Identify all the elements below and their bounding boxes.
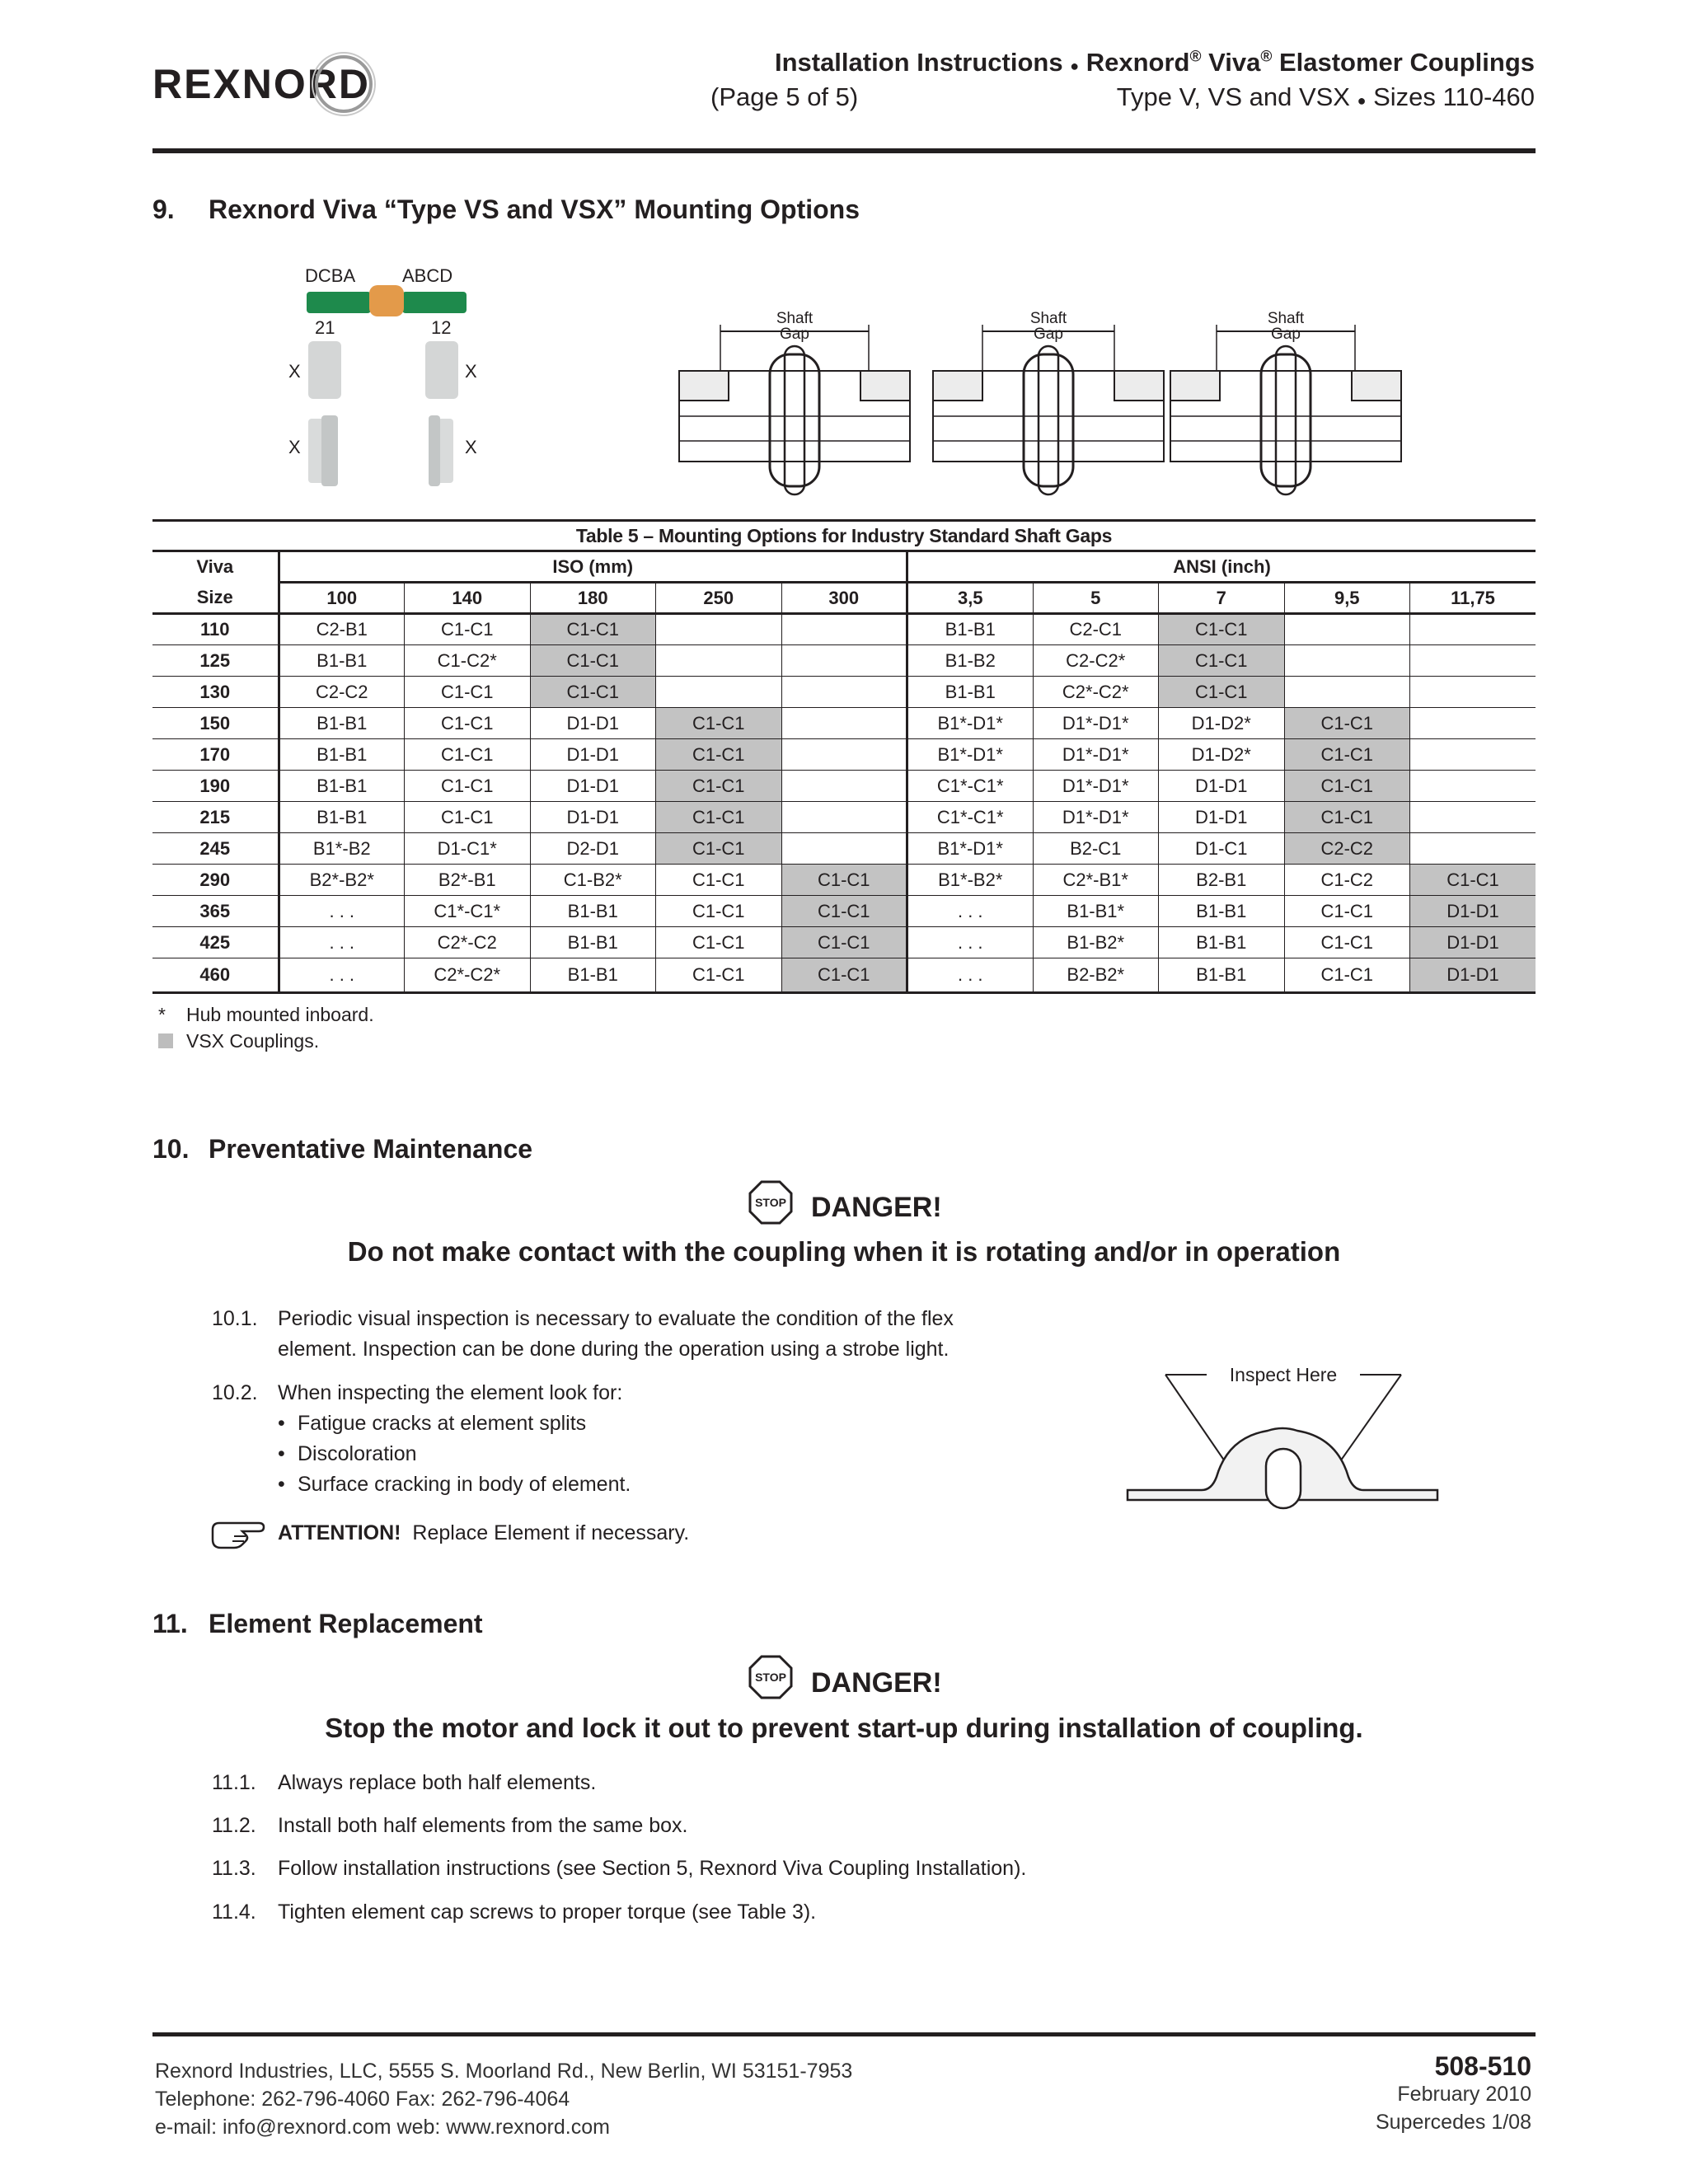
table-cell: B1*-B2* (907, 865, 1034, 896)
table-row (152, 865, 1536, 896)
table-cell (781, 833, 907, 865)
table-cell: B1-B1 (530, 958, 656, 993)
table-cell: D1-C1 (1159, 833, 1285, 865)
row-size: 150 (152, 708, 279, 739)
svg-text:Shaft: Shaft (1029, 310, 1067, 327)
table-cell (781, 708, 907, 739)
table-cell (1410, 614, 1536, 645)
diagram-code-right: ABCD (402, 265, 453, 286)
table-cell (656, 614, 782, 645)
table-cell: D1-D1 (530, 802, 656, 833)
table-cell: C1-C1 (405, 802, 531, 833)
table-cell: C1-C1 (781, 896, 907, 927)
page-indicator: (Page 5 of 5) (710, 82, 859, 111)
size-header: Size (152, 583, 279, 614)
diagram-num-right: 12 (431, 317, 452, 338)
table-cell: C2*-C2* (405, 958, 531, 993)
table-cell (1410, 708, 1536, 739)
bullet-icon: ● (1070, 58, 1080, 74)
table-cell (1284, 677, 1410, 708)
column-header: 5 (1033, 583, 1159, 614)
table-cell: C1-C1 (405, 708, 531, 739)
coupling-section-drawing (1169, 310, 1404, 494)
table-cell: . . . (907, 896, 1034, 927)
list-item: 11.3. Follow installation instructions (see Section 5, Rexnord Viva Coupling Installation). (212, 1857, 1027, 1880)
diagram-code-left: DCBA (305, 265, 356, 286)
table-row (152, 927, 1536, 958)
diagram-num-left: 21 (315, 317, 335, 338)
iso-header: ISO (mm) (279, 551, 907, 583)
row-size: 425 (152, 927, 279, 958)
table-cell: C1-C1 (1159, 614, 1285, 645)
table-cell (1284, 614, 1410, 645)
attention-note: ATTENTION! Replace Element if necessary. (278, 1521, 690, 1544)
table-cell: C1-C1 (1159, 677, 1285, 708)
table-caption: Table 5 – Mounting Options for Industry Standard Shaft Gaps (575, 525, 1113, 546)
footer-rule (152, 2032, 1536, 2036)
table-cell (1410, 739, 1536, 771)
table-cell: C1-C1 (1284, 958, 1410, 993)
table-notes (158, 1001, 374, 1054)
table-cell (781, 614, 907, 645)
table-cell (1410, 802, 1536, 833)
table-cell: C1-C1 (530, 645, 656, 677)
row-size: 125 (152, 645, 279, 677)
table-cell: B1-B1 (1159, 927, 1285, 958)
table-cell: C2-B1 (279, 614, 405, 645)
svg-text:Shaft: Shaft (1267, 310, 1305, 327)
svg-text:X: X (465, 437, 477, 457)
table-cell: B1-B1 (279, 645, 405, 677)
svg-text:Gap: Gap (1034, 326, 1063, 343)
table-cell: C2*-B1* (1033, 865, 1159, 896)
svg-text:X: X (288, 361, 301, 382)
table-cell: C1-C1 (656, 865, 782, 896)
column-header: 300 (781, 583, 907, 614)
table-cell: D1-D1 (1159, 771, 1285, 802)
table-cell: B1-B1 (279, 739, 405, 771)
table-cell: B1-B1* (1033, 896, 1159, 927)
table-cell: C1-C1 (405, 771, 531, 802)
table-cell: B1-B1 (530, 927, 656, 958)
document-subtitle: Type V, VS and VSX ● Sizes 110-460 (1116, 82, 1535, 111)
inspect-element-diagram (1121, 1360, 1451, 1512)
svg-text:Shaft: Shaft (776, 310, 814, 327)
table-cell: B2-B1 (1159, 865, 1285, 896)
column-header: 7 (1159, 583, 1285, 614)
table-cell: D1-D1 (1410, 927, 1536, 958)
table-cell: B1-B1 (907, 614, 1034, 645)
table-cell: B1*-D1* (907, 739, 1034, 771)
table-cell: C1-C1 (1284, 739, 1410, 771)
table-cell: C1-C1 (1284, 708, 1410, 739)
size-header: Viva (152, 551, 279, 583)
row-size: 215 (152, 802, 279, 833)
table-row (152, 614, 1536, 645)
coupling-section-drawing (931, 310, 1166, 494)
list-item: 10.2. When inspecting the element look for: • Fatigue cracks at element splits • Discoloration • Surface cracking in body of element. (212, 1378, 631, 1500)
bullet-icon: ● (1357, 92, 1367, 109)
table-row (152, 708, 1536, 739)
table-cell: D1-D2* (1159, 739, 1285, 771)
bullet-item: • Discoloration (278, 1442, 417, 1465)
table-cell: C2-C2 (1284, 833, 1410, 865)
table-cell (781, 645, 907, 677)
table-cell: C1-C1 (656, 958, 782, 993)
vsx-legend-swatch (158, 1033, 173, 1048)
ansi-header: ANSI (inch) (907, 551, 1536, 583)
column-header: 100 (279, 583, 405, 614)
table-cell (781, 802, 907, 833)
table-row (152, 958, 1536, 993)
table-cell: B1*-B2 (279, 833, 405, 865)
bullet-item: • Surface cracking in body of element. (278, 1473, 631, 1496)
table-cell: D1-C1* (405, 833, 531, 865)
table-cell: C2*-C2* (1033, 677, 1159, 708)
table-cell: C1-C1 (656, 708, 782, 739)
table-cell: C1-B2* (530, 865, 656, 896)
table-cell: . . . (279, 958, 405, 993)
svg-text:STOP: STOP (755, 1196, 786, 1209)
row-size: 290 (152, 865, 279, 896)
row-size: 190 (152, 771, 279, 802)
inspect-here-label: Inspect Here (1229, 1364, 1338, 1385)
table-cell: D2-D1 (530, 833, 656, 865)
table-cell: C2-C1 (1033, 614, 1159, 645)
table-row (152, 771, 1536, 802)
table-cell (781, 771, 907, 802)
table-cell: D1-D1 (530, 739, 656, 771)
table-cell (656, 677, 782, 708)
table-cell: B2*-B1 (405, 865, 531, 896)
column-header: 9,5 (1284, 583, 1410, 614)
table-cell: C1-C2* (405, 645, 531, 677)
stop-sign-icon (748, 1655, 793, 1704)
table-cell: C1-C1 (656, 896, 782, 927)
column-header: 140 (405, 583, 531, 614)
table-cell: B1-B1 (1159, 896, 1285, 927)
table-cell: B1-B1 (907, 677, 1034, 708)
table-cell: C1-C1 (530, 614, 656, 645)
table-cell (1410, 677, 1536, 708)
table-cell: C2*-C2 (405, 927, 531, 958)
list-item: 10.1. Periodic visual inspection is necessary to evaluate the condition of the flex element. Inspection can be done during the operation using a strobe light. (212, 1307, 954, 1361)
column-header: 11,75 (1410, 583, 1536, 614)
column-header: 180 (530, 583, 656, 614)
svg-text:Gap: Gap (780, 326, 809, 343)
footer-doc-info (1376, 2052, 1531, 2136)
table-cell (1410, 771, 1536, 802)
svg-text:STOP: STOP (755, 1671, 786, 1684)
table-cell: C1-C1 (656, 739, 782, 771)
table-cell: D1-D1 (530, 708, 656, 739)
table-cell: C1*-C1* (907, 771, 1034, 802)
table-cell: B1-B1 (279, 771, 405, 802)
table-cell: B1-B1 (279, 708, 405, 739)
table-cell: B1-B1 (1159, 958, 1285, 993)
bullet-item: • Fatigue cracks at element splits (278, 1412, 587, 1435)
table-cell: D1-D1 (1410, 896, 1536, 927)
table-cell: B1-B1 (530, 896, 656, 927)
table-cell: B2-B2* (1033, 958, 1159, 993)
stop-sign-icon (748, 1180, 793, 1229)
header-rule (152, 148, 1536, 153)
svg-text:X: X (288, 437, 301, 457)
table-cell: B1*-D1* (907, 708, 1034, 739)
coupling-section-drawing (678, 310, 912, 494)
row-size: 245 (152, 833, 279, 865)
danger-label: DANGER! (811, 1667, 942, 1699)
table-cell: C1-C1 (1159, 645, 1285, 677)
table-cell: C1-C2 (1284, 865, 1410, 896)
table-cell: C1-C1 (1284, 802, 1410, 833)
list-item: 11.2. Install both half elements from the same box. (212, 1814, 688, 1837)
table-cell: D1*-D1* (1033, 802, 1159, 833)
document-title: Installation Instructions ● Rexnord® Viva® Elastomer Couplings (774, 48, 1535, 77)
footer-address: Rexnord Industries, LLC, 5555 S. Moorland Rd., New Berlin, WI 53151-7953 (155, 2060, 853, 2083)
danger-warning: Stop the motor and lock it out to prevent start-up during installation of coupling. (325, 1713, 1363, 1743)
table-cell (781, 677, 907, 708)
table-cell: C1*-C1* (907, 802, 1034, 833)
table-cell: C1-C1 (1284, 896, 1410, 927)
table-cell: C1-C1 (656, 833, 782, 865)
table-cell: B2*-B2* (279, 865, 405, 896)
table-cell: C1-C1 (656, 802, 782, 833)
table-row (152, 645, 1536, 677)
table-cell (656, 645, 782, 677)
table-cell: C1-C1 (656, 927, 782, 958)
table-cell: C1-C1 (781, 958, 907, 993)
table-cell: C1-C1 (405, 739, 531, 771)
table-cell (1410, 833, 1536, 865)
table-cell: C1-C1 (656, 771, 782, 802)
footer-phone: Telephone: 262-796-4060 Fax: 262-796-4064 (155, 2088, 570, 2111)
row-size: 365 (152, 896, 279, 927)
table-cell: D1-D1 (1410, 958, 1536, 993)
footer-web: e-mail: info@rexnord.com web: www.rexnord.com (155, 2116, 610, 2139)
section-10-heading: 10. Preventative Maintenance (152, 1134, 533, 1164)
logo-text: REXNORD (152, 61, 371, 107)
rexnord-logo (152, 51, 424, 117)
table-cell: B1*-D1* (907, 833, 1034, 865)
row-size: 460 (152, 958, 279, 993)
note-hub-inboard: * Hub mounted inboard. (158, 1004, 374, 1025)
table-cell: C2-C2 (279, 677, 405, 708)
element-orientation-diagram (288, 262, 486, 485)
table-row (152, 802, 1536, 833)
row-size: 110 (152, 614, 279, 645)
document-supersedes: Supercedes 1/08 (1375, 2111, 1531, 2134)
pointing-hand-icon (209, 1518, 269, 1555)
list-item: 11.4. Tighten element cap screws to proper torque (see Table 3). (212, 1900, 817, 1924)
note-vsx: VSX Couplings. (158, 1028, 374, 1054)
table-cell: B1-B2* (1033, 927, 1159, 958)
table-cell: C1-C1 (530, 677, 656, 708)
table-cell: . . . (907, 958, 1034, 993)
table-cell: C1-C1 (781, 865, 907, 896)
table-cell: D1-D2* (1159, 708, 1285, 739)
table-cell: . . . (907, 927, 1034, 958)
table-cell: . . . (279, 927, 405, 958)
danger-warning: Do not make contact with the coupling when it is rotating and/or in operation (347, 1236, 1341, 1267)
row-size: 130 (152, 677, 279, 708)
svg-text:X: X (465, 361, 477, 382)
table-cell: C1*-C1* (405, 896, 531, 927)
table-cell: D1*-D1* (1033, 708, 1159, 739)
footer-contact (155, 2057, 852, 2141)
table-cell (781, 739, 907, 771)
table-cell (1410, 645, 1536, 677)
table-cell: C1-C1 (1284, 927, 1410, 958)
table-cell (1284, 645, 1410, 677)
table-cell: B1-B1 (279, 802, 405, 833)
row-size: 170 (152, 739, 279, 771)
table-cell: D1-D1 (1159, 802, 1285, 833)
table-cell: C1-C1 (1284, 771, 1410, 802)
table-cell: D1*-D1* (1033, 771, 1159, 802)
svg-text:Gap: Gap (1271, 326, 1301, 343)
table-cell: C2-C2* (1033, 645, 1159, 677)
document-number: 508-510 (1434, 2051, 1531, 2081)
mounting-options-table (152, 519, 1536, 994)
column-header: 250 (656, 583, 782, 614)
section-9-heading: 9. Rexnord Viva “Type VS and VSX” Mounting Options (152, 194, 860, 224)
table-cell: . . . (279, 896, 405, 927)
table-row (152, 896, 1536, 927)
table-cell: C1-C1 (405, 614, 531, 645)
list-item: 11.1. Always replace both half elements. (212, 1771, 597, 1794)
table-cell: B1-B2 (907, 645, 1034, 677)
table-cell: B2-C1 (1033, 833, 1159, 865)
table-row (152, 833, 1536, 865)
section-11-heading: 11. Element Replacement (152, 1609, 483, 1638)
table-cell: D1*-D1* (1033, 739, 1159, 771)
table-cell: C1-C1 (1410, 865, 1536, 896)
table-cell: C1-C1 (781, 927, 907, 958)
document-date: February 2010 (1397, 2083, 1531, 2106)
table-row (152, 677, 1536, 708)
danger-label: DANGER! (811, 1192, 942, 1223)
table-row (152, 739, 1536, 771)
table-cell: C1-C1 (405, 677, 531, 708)
table-cell: D1-D1 (530, 771, 656, 802)
column-header: 3,5 (907, 583, 1034, 614)
